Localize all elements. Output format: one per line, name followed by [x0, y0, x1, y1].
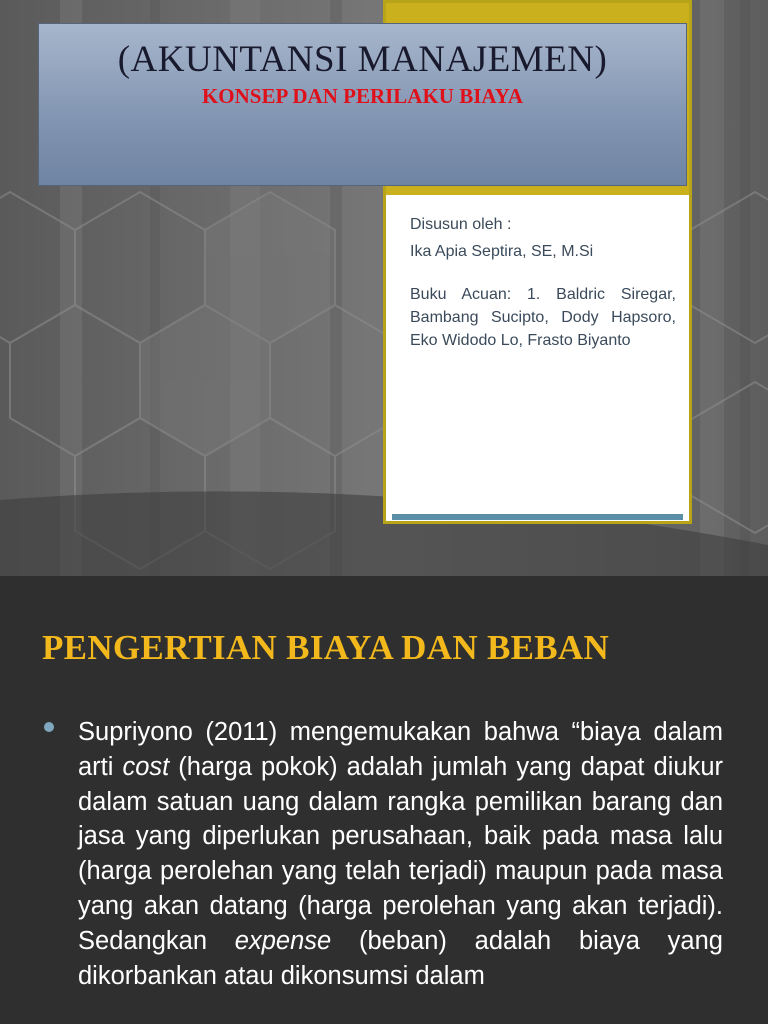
content-slide: [0, 576, 768, 1024]
paragraph-part-1: Supriyono (2011) mengemukakan bahwa “biaya dalam arti: [78, 718, 723, 781]
author-block: [410, 213, 676, 352]
author-label: Disusun oleh :: [410, 216, 512, 233]
slide-title: (AKUNTANSI MANAJEMEN): [117, 39, 608, 80]
paragraph-part-2: (harga pokok) adalah jumlah yang dapat diukur dalam satuan uang dalam rangka pemilikan barang dan jasa yang diperlukan perusahaan, baik pada masa lalu (harga perolehan yang telah terjadi) maupun pada masa yang akan datang (harga perolehan yang akan terjadi). Sedangkan: [78, 752, 723, 955]
slide-subtitle: KONSEP DAN PERILAKU BIAYA: [201, 84, 524, 108]
definition-paragraph: [78, 715, 723, 993]
bullet-icon: [44, 722, 54, 732]
section-heading: PENGERTIAN BIAYA DAN BEBAN: [42, 628, 610, 667]
paragraph-part-3: (beban) adalah biaya yang dikorbankan atau dikonsumsi dalam: [78, 926, 723, 990]
author-name: Ika Apia Septira, SE, M.Si: [410, 243, 594, 260]
panel-accent-bar: [392, 514, 683, 520]
paragraph-italic-cost: cost: [122, 752, 170, 781]
reference-text: Buku Acuan: 1. Baldric Siregar, Bambang Sucipto, Dody Hapsoro, Eko Widodo Lo, Frasto Biyanto: [410, 286, 676, 349]
title-box: [38, 23, 687, 186]
paragraph-italic-expense: expense: [234, 926, 332, 955]
